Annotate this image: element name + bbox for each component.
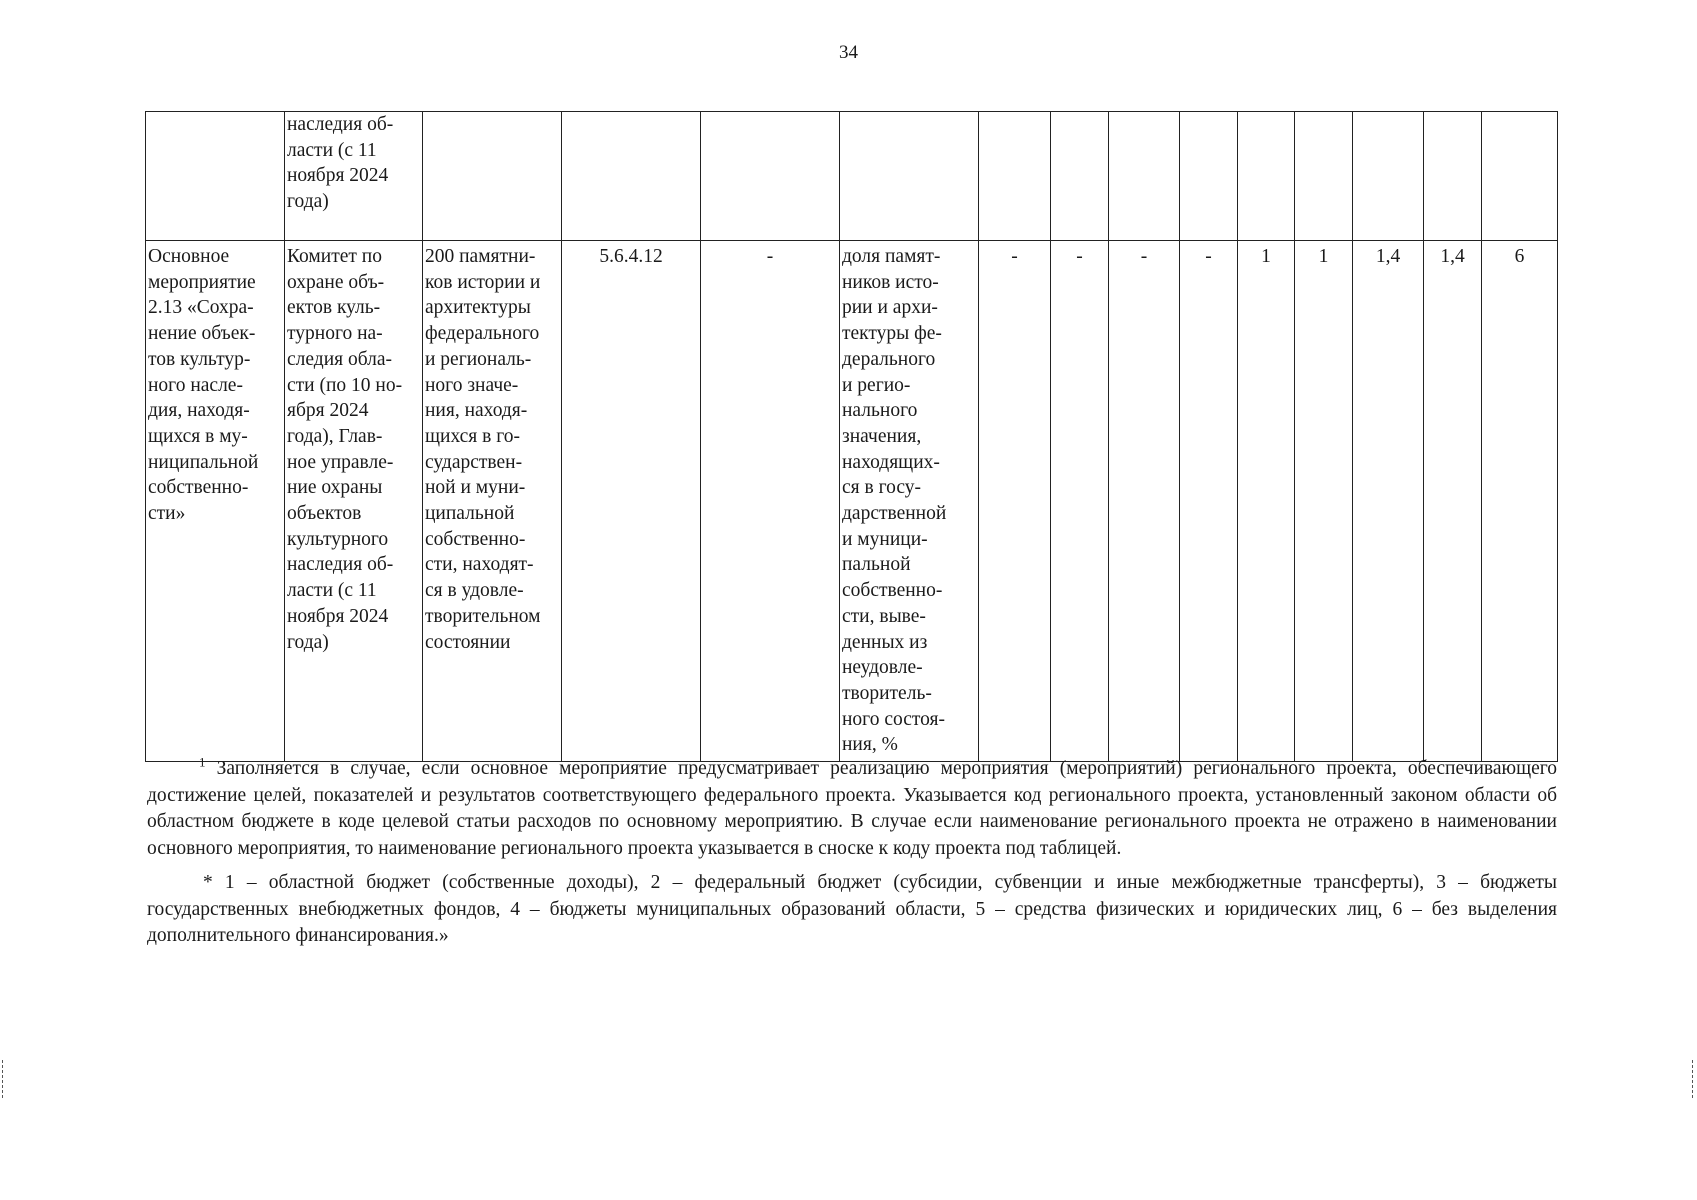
scan-edge-mark xyxy=(2,1060,3,1098)
table-cell xyxy=(146,112,285,241)
code-cell: 5.6.4.12 xyxy=(562,241,701,762)
scan-edge-mark xyxy=(1692,1060,1693,1098)
table-cell xyxy=(979,112,1051,241)
table-cell xyxy=(701,112,840,241)
table-cell xyxy=(423,112,562,241)
responsible-cell: Комитет по охране объ- ектов куль- турного на- следия обла- сти (по 10 но- ября 2024 года), Глав- ное управле- ние охраны объектов культурного наследия об- ласти (с 11 ноября 2024 года) xyxy=(285,241,423,762)
value-cell: - xyxy=(1051,241,1109,762)
funding-source-cell: 6 xyxy=(1482,241,1558,762)
table-cell xyxy=(1180,112,1238,241)
value-cell: - xyxy=(1109,241,1180,762)
table-row-activity-2-13 xyxy=(146,241,1558,762)
table-cell xyxy=(1353,112,1424,241)
table-cell xyxy=(840,112,979,241)
value-cell: - xyxy=(979,241,1051,762)
table-cell xyxy=(1424,112,1482,241)
activity-name-cell: Основное мероприятие 2.13 «Сохра- нение объек- тов культур- ного насле- дия, находя- щихся в му- ниципальной собственно- сти» xyxy=(146,241,285,762)
footnote-1-text: Заполняется в случае, если основное мероприятие предусматривает реализацию мероприятия (мероприятий) регионального проекта, обеспечивающего достижение целей, показателей и результатов соответствующего федерального проекта. Указывается код регионального проекта, установленный законом области об областном бюджете в коде целевой статьи расходов по основному мероприятию. В случае если наименование регионального проекта не отражено в наименовании основного мероприятия, то наименование регионального проекта указывается в сноске к коду проекта под таблицей. xyxy=(147,758,1558,859)
table-cell xyxy=(1482,112,1558,241)
footnotes xyxy=(147,756,1557,950)
footnote-funding-sources: * 1 – областной бюджет (собственные доходы), 2 – федеральный бюджет (субсидии, субвенции и иные межбюджетные трансферты), 3 – бюджеты государственных внебюджетных фондов, 4 – бюджеты муниципальных образований области, 5 – средства физических и юридических лиц, 6 – без выделения дополнительного финансирования.» xyxy=(147,872,1557,946)
expected-result-cell: 200 памятни- ков истории и архитектуры федерального и региональ- ного значе- ния, находя- щихся в го- сударствен- ной и муни- ципальной собственно- сти, находят- ся в удовле- творительном состоянии xyxy=(423,241,562,762)
value-cell: 1 xyxy=(1295,241,1353,762)
table-cell xyxy=(1051,112,1109,241)
table-cell xyxy=(1238,112,1295,241)
value-cell: 1,4 xyxy=(1353,241,1424,762)
footnote-1 xyxy=(147,756,1557,862)
table-cell xyxy=(562,112,701,241)
responsible-cell-continued: наследия об- ласти (с 11 ноября 2024 года) xyxy=(285,112,423,241)
program-activities-table xyxy=(145,111,1558,762)
page-number: 34 xyxy=(839,42,858,63)
footnote-marker: 1 xyxy=(199,754,206,770)
regional-project-cell: - xyxy=(701,241,840,762)
table-cell xyxy=(1295,112,1353,241)
indicator-cell: доля памят- ников исто- рии и архи- тектуры фе- дерального и регио- нального значения, находящих- ся в госу- дарственной и муници- пальной собственно- сти, выве- денных из неудовле- творитель- ного состоя- ния, % xyxy=(840,241,979,762)
table-cell xyxy=(1109,112,1180,241)
table-row-continued xyxy=(146,112,1558,241)
value-cell: - xyxy=(1180,241,1238,762)
value-cell: 1,4 xyxy=(1424,241,1482,762)
value-cell: 1 xyxy=(1238,241,1295,762)
